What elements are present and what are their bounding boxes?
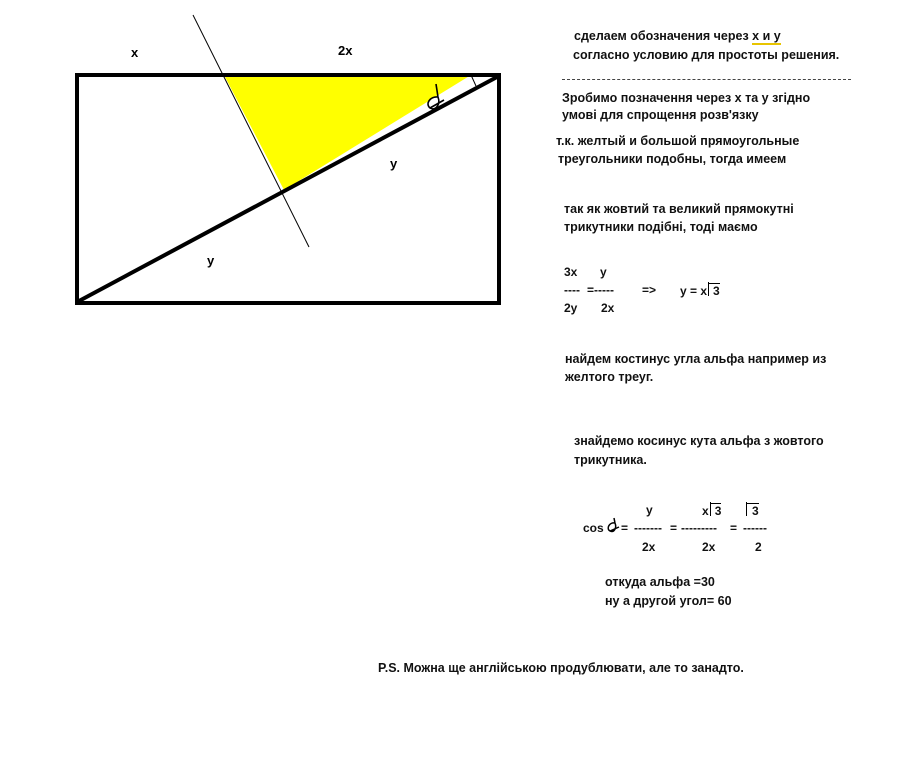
- eq2-alpha-icon: [604, 517, 620, 535]
- answer-line2: ну а другой угол= 60: [605, 594, 732, 608]
- ua-cos-line2: трикутника.: [574, 453, 647, 467]
- sqrt-icon: 3: [746, 503, 759, 518]
- eq1-bar-left: ----: [564, 283, 580, 297]
- ru-cos-line2: желтого треуг.: [565, 370, 654, 384]
- eq1-den-right: 2х: [601, 301, 615, 315]
- label-x-top: x: [131, 45, 139, 60]
- eq2-den2: 2х: [702, 540, 716, 554]
- ua-intro-line2: умові для спрощення розв'язку: [562, 108, 759, 122]
- separator-dashed: [562, 79, 851, 80]
- eq1-den-left: 2у: [564, 301, 578, 315]
- eq2-bar1: -------: [634, 521, 662, 535]
- eq1-implies: =>: [642, 283, 657, 297]
- ru-intro-line2: согласно условию для простоты решения.: [573, 48, 840, 62]
- label-2x-top: 2x: [338, 43, 353, 58]
- sqrt-icon: 3: [708, 283, 720, 298]
- eq1-num-right: у: [600, 265, 607, 279]
- eq2-den1: 2х: [642, 540, 656, 554]
- eq2-den3: 2: [755, 540, 762, 554]
- sqrt-hook: [708, 282, 713, 296]
- ua-similar-line1: так як жовтий та великий прямокутні: [564, 202, 794, 216]
- eq2-num1: у: [646, 503, 653, 517]
- yellow-triangle: [224, 75, 471, 190]
- eq2-num3: [746, 503, 759, 518]
- answer-line1: откуда альфа =30: [605, 575, 715, 589]
- ru-intro-line1: сделаем обозначения через х и у: [574, 29, 781, 43]
- label-y-upper: y: [390, 156, 398, 171]
- ru-intro-highlight: х и у: [752, 29, 781, 43]
- eq1-num-left: 3х: [564, 265, 578, 279]
- sqrt-icon: 3: [710, 503, 722, 518]
- ua-similar-line2: трикутники подібні, тоді маємо: [564, 220, 758, 234]
- eq1-bar-right: -----: [594, 283, 614, 297]
- ru-similar-line2: треугольники подобны, тогда имеем: [558, 152, 787, 166]
- eq1-result: у = х 3: [680, 284, 720, 298]
- ru-similar-line1: т.к. желтый и большой прямоугольные: [556, 134, 800, 148]
- ps-note: P.S. Можна ще англійською продублювати, але то занадто.: [378, 661, 744, 675]
- eq2-bar3: ------: [743, 521, 767, 535]
- sqrt-hook: [746, 502, 751, 516]
- eq2-eq0: =: [621, 521, 629, 535]
- label-y-lower: y: [207, 253, 215, 268]
- ua-intro-line1: Зробимо позначення через х та у згідно: [562, 91, 811, 105]
- eq1-equals: =: [587, 283, 595, 297]
- eq2-num2: х 3: [702, 504, 722, 518]
- eq2-eq1: =: [670, 521, 678, 535]
- eq2-cos: cos: [583, 521, 604, 535]
- ua-cos-line1: знайдемо косинус кута альфа з жовтого: [574, 434, 824, 448]
- eq2-bar2: ---------: [681, 521, 717, 535]
- ru-cos-line1: найдем костинус угла альфа например из: [565, 352, 827, 366]
- sqrt-hook: [710, 502, 715, 516]
- eq2-eq2: =: [730, 521, 738, 535]
